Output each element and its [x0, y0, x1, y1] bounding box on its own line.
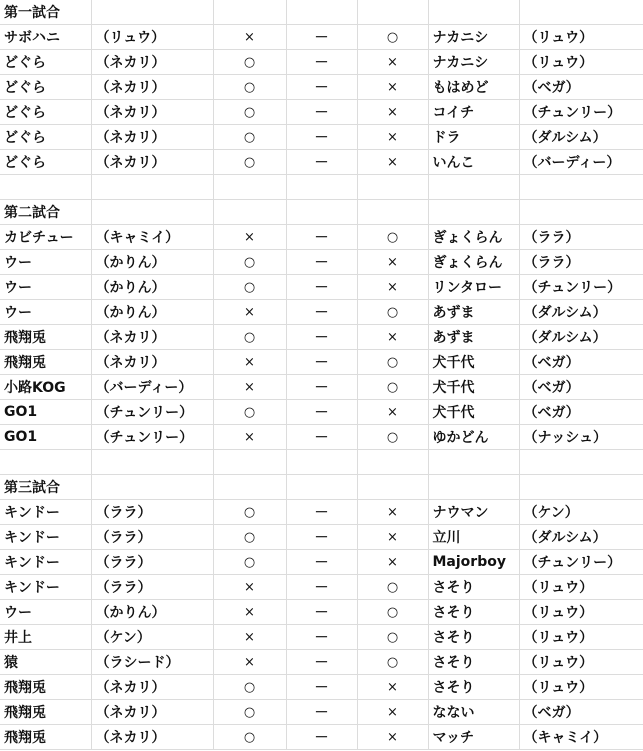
result-left: ○ [213, 75, 286, 100]
result-right: × [357, 400, 428, 425]
player-left: キンドー [0, 500, 91, 525]
player-right: コイチ [428, 100, 519, 125]
player-left: キンドー [0, 550, 91, 575]
result-left: × [213, 650, 286, 675]
character-right: （リュウ） [519, 625, 643, 650]
result-right: × [357, 500, 428, 525]
result-left: ○ [213, 275, 286, 300]
section-title: 第一試合 [0, 0, 91, 25]
player-left: GO1 [0, 425, 91, 450]
result-left: ○ [213, 400, 286, 425]
result-right: ○ [357, 25, 428, 50]
match-row [0, 550, 643, 575]
match-row [0, 425, 643, 450]
result-left: ○ [213, 725, 286, 750]
character-right: （ベガ） [519, 375, 643, 400]
score-separator: － [286, 725, 357, 750]
empty-cell [213, 175, 286, 200]
character-left: （ララ） [91, 550, 213, 575]
player-right: Majorboy [428, 550, 519, 575]
empty-cell [357, 450, 428, 475]
empty-cell [91, 175, 213, 200]
score-separator: － [286, 125, 357, 150]
empty-cell [286, 475, 357, 500]
character-right: （リュウ） [519, 25, 643, 50]
empty-cell [91, 0, 213, 25]
character-right: （ダルシム） [519, 125, 643, 150]
match-row [0, 700, 643, 725]
player-right: さそり [428, 625, 519, 650]
player-left: 飛翔兎 [0, 700, 91, 725]
empty-cell [357, 200, 428, 225]
result-right: ○ [357, 300, 428, 325]
score-separator: － [286, 25, 357, 50]
player-right: マッチ [428, 725, 519, 750]
result-left: × [213, 625, 286, 650]
score-separator: － [286, 50, 357, 75]
result-left: ○ [213, 525, 286, 550]
character-left: （かりん） [91, 250, 213, 275]
player-left: どぐら [0, 50, 91, 75]
character-right: （キャミイ） [519, 725, 643, 750]
score-separator: － [286, 650, 357, 675]
result-right: ○ [357, 375, 428, 400]
character-right: （バーディー） [519, 150, 643, 175]
result-right: × [357, 250, 428, 275]
character-left: （キャミイ） [91, 225, 213, 250]
empty-cell [286, 0, 357, 25]
result-right: ○ [357, 625, 428, 650]
match-row [0, 525, 643, 550]
player-right: さそり [428, 575, 519, 600]
result-right: × [357, 150, 428, 175]
match-row [0, 225, 643, 250]
empty-cell [0, 450, 91, 475]
result-right: × [357, 125, 428, 150]
score-separator: － [286, 275, 357, 300]
empty-cell [91, 450, 213, 475]
match-row [0, 50, 643, 75]
result-left: ○ [213, 150, 286, 175]
character-left: （チュンリー） [91, 425, 213, 450]
match-row [0, 150, 643, 175]
result-right: ○ [357, 225, 428, 250]
result-right: ○ [357, 575, 428, 600]
character-left: （ララ） [91, 575, 213, 600]
match-row [0, 75, 643, 100]
character-left: （チュンリー） [91, 400, 213, 425]
player-right: さそり [428, 650, 519, 675]
character-left: （ネカリ） [91, 50, 213, 75]
empty-cell [428, 0, 519, 25]
score-separator: － [286, 425, 357, 450]
player-left: 飛翔兎 [0, 350, 91, 375]
player-right: 犬千代 [428, 400, 519, 425]
character-left: （ケン） [91, 625, 213, 650]
character-left: （かりん） [91, 275, 213, 300]
player-right: ナウマン [428, 500, 519, 525]
result-left: × [213, 300, 286, 325]
player-right: ゆかどん [428, 425, 519, 450]
result-right: ○ [357, 425, 428, 450]
character-left: （かりん） [91, 300, 213, 325]
score-separator: － [286, 150, 357, 175]
player-left: どぐら [0, 125, 91, 150]
character-right: （ベガ） [519, 350, 643, 375]
character-left: （ネカリ） [91, 675, 213, 700]
match-row [0, 650, 643, 675]
character-left: （ララ） [91, 500, 213, 525]
player-left: どぐら [0, 75, 91, 100]
player-left: ウー [0, 250, 91, 275]
match-row [0, 275, 643, 300]
character-left: （ネカリ） [91, 700, 213, 725]
score-separator: － [286, 525, 357, 550]
match-row [0, 250, 643, 275]
empty-cell [286, 175, 357, 200]
character-left: （バーディー） [91, 375, 213, 400]
empty-cell [519, 450, 643, 475]
result-left: ○ [213, 250, 286, 275]
empty-cell [519, 475, 643, 500]
character-right: （ララ） [519, 250, 643, 275]
player-left: ウー [0, 600, 91, 625]
player-right: ドラ [428, 125, 519, 150]
character-right: （ダルシム） [519, 300, 643, 325]
result-left: ○ [213, 100, 286, 125]
player-right: 犬千代 [428, 350, 519, 375]
player-right: リンタロー [428, 275, 519, 300]
result-right: × [357, 275, 428, 300]
score-separator: － [286, 700, 357, 725]
player-left: 小路KOG [0, 375, 91, 400]
character-right: （ララ） [519, 225, 643, 250]
score-separator: － [286, 625, 357, 650]
player-left: 飛翔兎 [0, 725, 91, 750]
player-right: ナカニシ [428, 50, 519, 75]
match-row [0, 400, 643, 425]
character-left: （ネカリ） [91, 325, 213, 350]
character-left: （ネカリ） [91, 75, 213, 100]
character-right: （リュウ） [519, 675, 643, 700]
character-right: （チュンリー） [519, 100, 643, 125]
match-row [0, 25, 643, 50]
character-left: （リュウ） [91, 25, 213, 50]
score-separator: － [286, 75, 357, 100]
empty-cell [357, 0, 428, 25]
empty-cell [519, 200, 643, 225]
player-right: さそり [428, 675, 519, 700]
score-separator: － [286, 375, 357, 400]
section-header-row [0, 0, 643, 25]
empty-cell [519, 175, 643, 200]
player-left: キンドー [0, 575, 91, 600]
empty-cell [519, 0, 643, 25]
player-left: カビチュー [0, 225, 91, 250]
spacer-row [0, 175, 643, 200]
result-left: ○ [213, 675, 286, 700]
result-right: × [357, 700, 428, 725]
empty-cell [213, 450, 286, 475]
empty-cell [428, 450, 519, 475]
score-separator: － [286, 550, 357, 575]
empty-cell [428, 175, 519, 200]
character-left: （ララ） [91, 525, 213, 550]
player-left: どぐら [0, 100, 91, 125]
player-right: ナカニシ [428, 25, 519, 50]
match-row [0, 575, 643, 600]
result-left: ○ [213, 550, 286, 575]
character-right: （リュウ） [519, 50, 643, 75]
empty-cell [213, 200, 286, 225]
result-right: × [357, 325, 428, 350]
empty-cell [357, 175, 428, 200]
character-right: （ダルシム） [519, 525, 643, 550]
character-left: （かりん） [91, 600, 213, 625]
match-row [0, 625, 643, 650]
player-right: 立川 [428, 525, 519, 550]
result-right: ○ [357, 350, 428, 375]
empty-cell [213, 475, 286, 500]
character-right: （リュウ） [519, 575, 643, 600]
match-row [0, 600, 643, 625]
score-separator: － [286, 100, 357, 125]
player-left: サボハニ [0, 25, 91, 50]
match-row [0, 100, 643, 125]
match-row [0, 725, 643, 750]
character-right: （チュンリー） [519, 550, 643, 575]
player-right: ぎょくらん [428, 250, 519, 275]
character-right: （リュウ） [519, 650, 643, 675]
empty-cell [286, 450, 357, 475]
section-title: 第二試合 [0, 200, 91, 225]
player-left: 猿 [0, 650, 91, 675]
score-separator: － [286, 350, 357, 375]
result-left: ○ [213, 325, 286, 350]
character-left: （ネカリ） [91, 725, 213, 750]
empty-cell [0, 175, 91, 200]
match-row [0, 675, 643, 700]
result-left: × [213, 425, 286, 450]
character-right: （ケン） [519, 500, 643, 525]
match-row [0, 500, 643, 525]
result-right: ○ [357, 600, 428, 625]
score-separator: － [286, 400, 357, 425]
empty-cell [357, 475, 428, 500]
result-right: × [357, 675, 428, 700]
player-left: GO1 [0, 400, 91, 425]
match-row [0, 375, 643, 400]
spacer-row [0, 450, 643, 475]
score-separator: － [286, 325, 357, 350]
character-left: （ラシード） [91, 650, 213, 675]
score-separator: － [286, 600, 357, 625]
character-left: （ネカリ） [91, 350, 213, 375]
character-right: （ベガ） [519, 75, 643, 100]
result-left: × [213, 375, 286, 400]
player-left: ウー [0, 300, 91, 325]
result-right: × [357, 550, 428, 575]
character-right: （ベガ） [519, 400, 643, 425]
character-right: （ベガ） [519, 700, 643, 725]
score-separator: － [286, 675, 357, 700]
character-right: （チュンリー） [519, 275, 643, 300]
result-right: × [357, 525, 428, 550]
character-right: （ダルシム） [519, 325, 643, 350]
result-left: ○ [213, 500, 286, 525]
result-left: ○ [213, 50, 286, 75]
score-separator: － [286, 225, 357, 250]
result-right: × [357, 725, 428, 750]
match-row [0, 125, 643, 150]
score-separator: － [286, 575, 357, 600]
section-header-row [0, 200, 643, 225]
player-right: もはめど [428, 75, 519, 100]
player-left: 井上 [0, 625, 91, 650]
match-row [0, 350, 643, 375]
match-row [0, 325, 643, 350]
player-left: どぐら [0, 150, 91, 175]
result-right: ○ [357, 650, 428, 675]
empty-cell [213, 0, 286, 25]
character-right: （リュウ） [519, 600, 643, 625]
result-left: × [213, 25, 286, 50]
section-header-row [0, 475, 643, 500]
result-left: × [213, 575, 286, 600]
player-left: ウー [0, 275, 91, 300]
result-left: × [213, 350, 286, 375]
section-title: 第三試合 [0, 475, 91, 500]
result-left: × [213, 600, 286, 625]
player-right: いんこ [428, 150, 519, 175]
character-left: （ネカリ） [91, 125, 213, 150]
character-left: （ネカリ） [91, 100, 213, 125]
player-left: 飛翔兎 [0, 325, 91, 350]
character-right: （ナッシュ） [519, 425, 643, 450]
player-right: あずま [428, 325, 519, 350]
empty-cell [91, 475, 213, 500]
player-right: さそり [428, 600, 519, 625]
score-separator: － [286, 500, 357, 525]
empty-cell [91, 200, 213, 225]
result-left: ○ [213, 700, 286, 725]
score-separator: － [286, 300, 357, 325]
empty-cell [428, 200, 519, 225]
player-right: 犬千代 [428, 375, 519, 400]
result-right: × [357, 50, 428, 75]
empty-cell [286, 200, 357, 225]
result-left: × [213, 225, 286, 250]
player-left: キンドー [0, 525, 91, 550]
player-right: あずま [428, 300, 519, 325]
empty-cell [428, 475, 519, 500]
player-right: なない [428, 700, 519, 725]
character-left: （ネカリ） [91, 150, 213, 175]
player-right: ぎょくらん [428, 225, 519, 250]
match-row [0, 300, 643, 325]
result-right: × [357, 100, 428, 125]
result-right: × [357, 75, 428, 100]
score-separator: － [286, 250, 357, 275]
player-left: 飛翔兎 [0, 675, 91, 700]
result-left: ○ [213, 125, 286, 150]
